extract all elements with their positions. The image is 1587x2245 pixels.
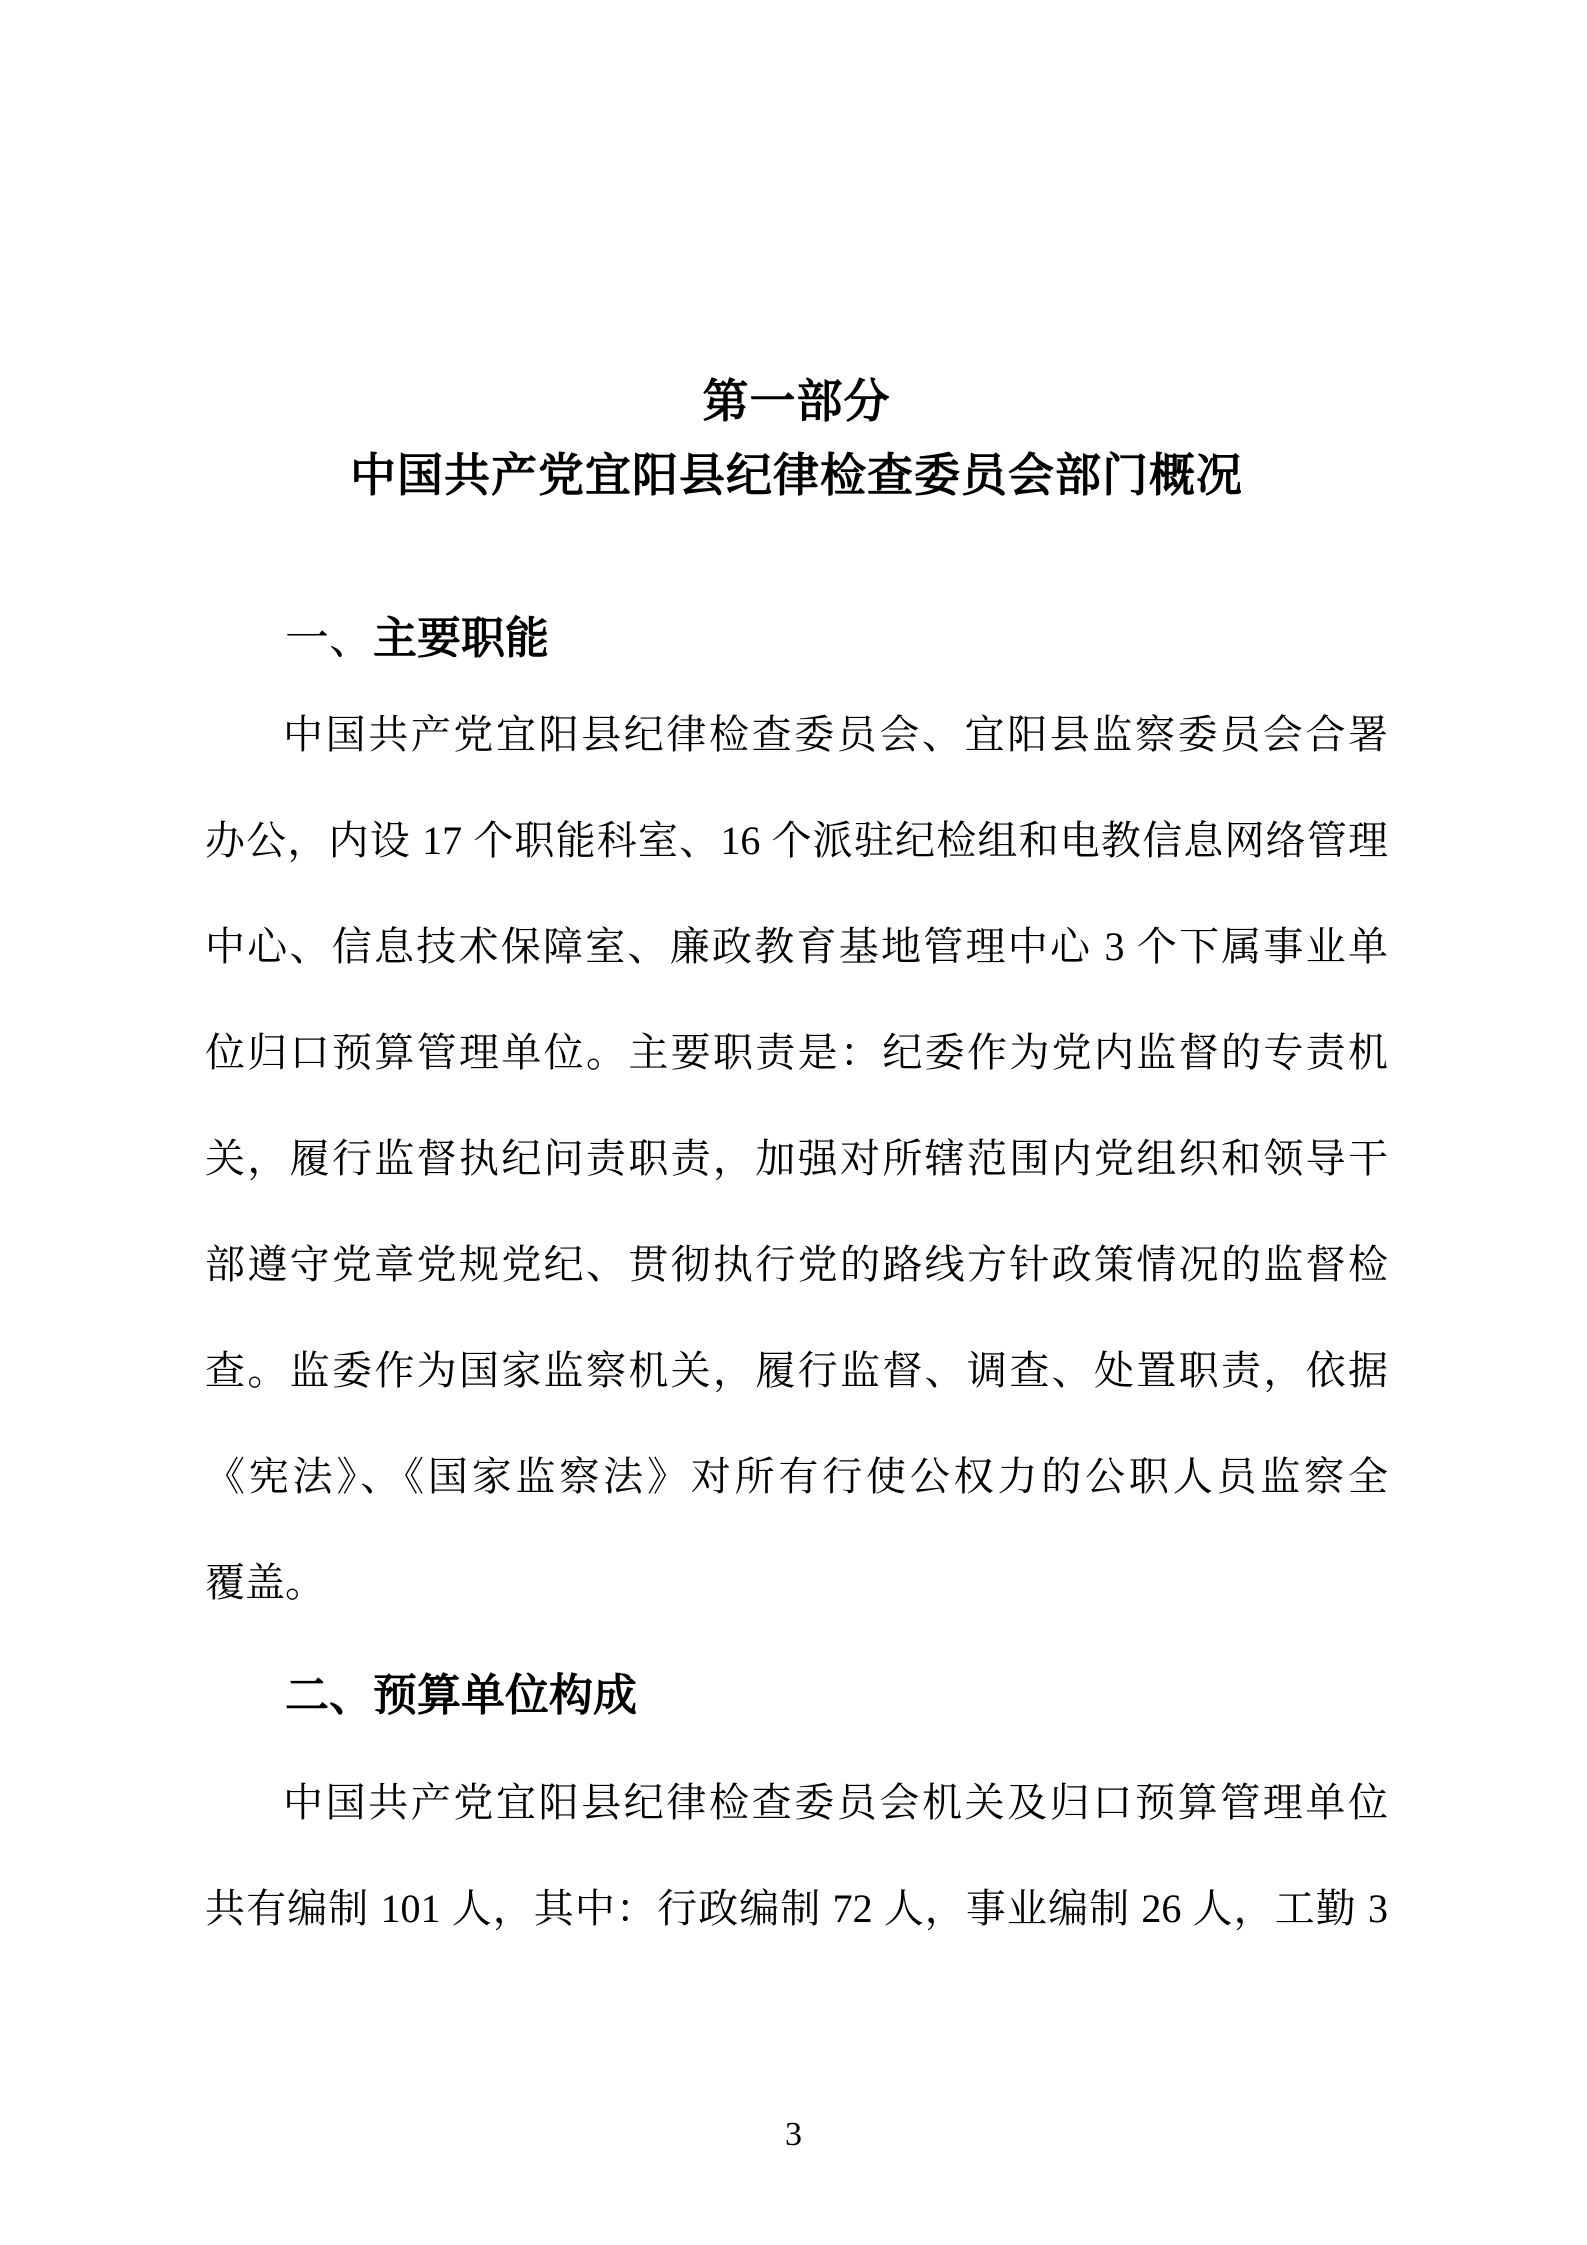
paragraph-line: 位归口预算管理单位。主要职责是：纪委作为党内监督的专责机 (205, 1030, 1388, 1075)
paragraph-line: 中国共产党宜阳县纪律检查委员会机关及归口预算管理单位 (283, 1780, 1388, 1825)
paragraph-line: 部遵守党章党规党纪、贯彻执行党的路线方针政策情况的监督检 (205, 1242, 1388, 1287)
paragraph-line: 《宪法》、《国家监察法》对所有行使公权力的公职人员监察全 (205, 1454, 1388, 1499)
page-number: 3 (785, 2116, 802, 2153)
section-heading-2 (205, 1661, 1388, 1731)
section-heading-1-number: 一、 (285, 614, 373, 663)
paragraph-line: 中心、信息技术保障室、廉政教育基地管理中心 3 个下属事业单 (205, 924, 1388, 969)
paragraph-line: 覆盖。 (205, 1560, 325, 1605)
paragraph-line: 中国共产党宜阳县纪律检查委员会、宜阳县监察委员会合署 (283, 712, 1388, 757)
paragraph-line: 办公，内设 17 个职能科室、16 个派驻纪检组和电教信息网络管理 (205, 818, 1388, 863)
section-heading-1 (205, 604, 1388, 674)
paragraph-2 (205, 1750, 1388, 1962)
paragraph-line: 共有编制 101 人，其中：行政编制 72 人，事业编制 26 人，工勤 3 (205, 1886, 1388, 1931)
section-heading-2-title: 预算单位构成 (373, 1671, 637, 1720)
paragraph-line: 查。监委作为国家监察机关，履行监督、调查、处置职责，依据 (205, 1348, 1388, 1393)
part-title: 第一部分 (702, 375, 891, 427)
section-heading-1-title: 主要职能 (373, 614, 549, 663)
part-subtitle: 中国共产党宜阳县纪律检查委员会部门概况 (350, 449, 1243, 501)
section-heading-2-number: 二、 (285, 1671, 373, 1720)
paragraph-1 (205, 682, 1388, 1636)
paragraph-line: 关，履行监督执纪问责职责，加强对所辖范围内党组织和领导干 (205, 1136, 1388, 1181)
